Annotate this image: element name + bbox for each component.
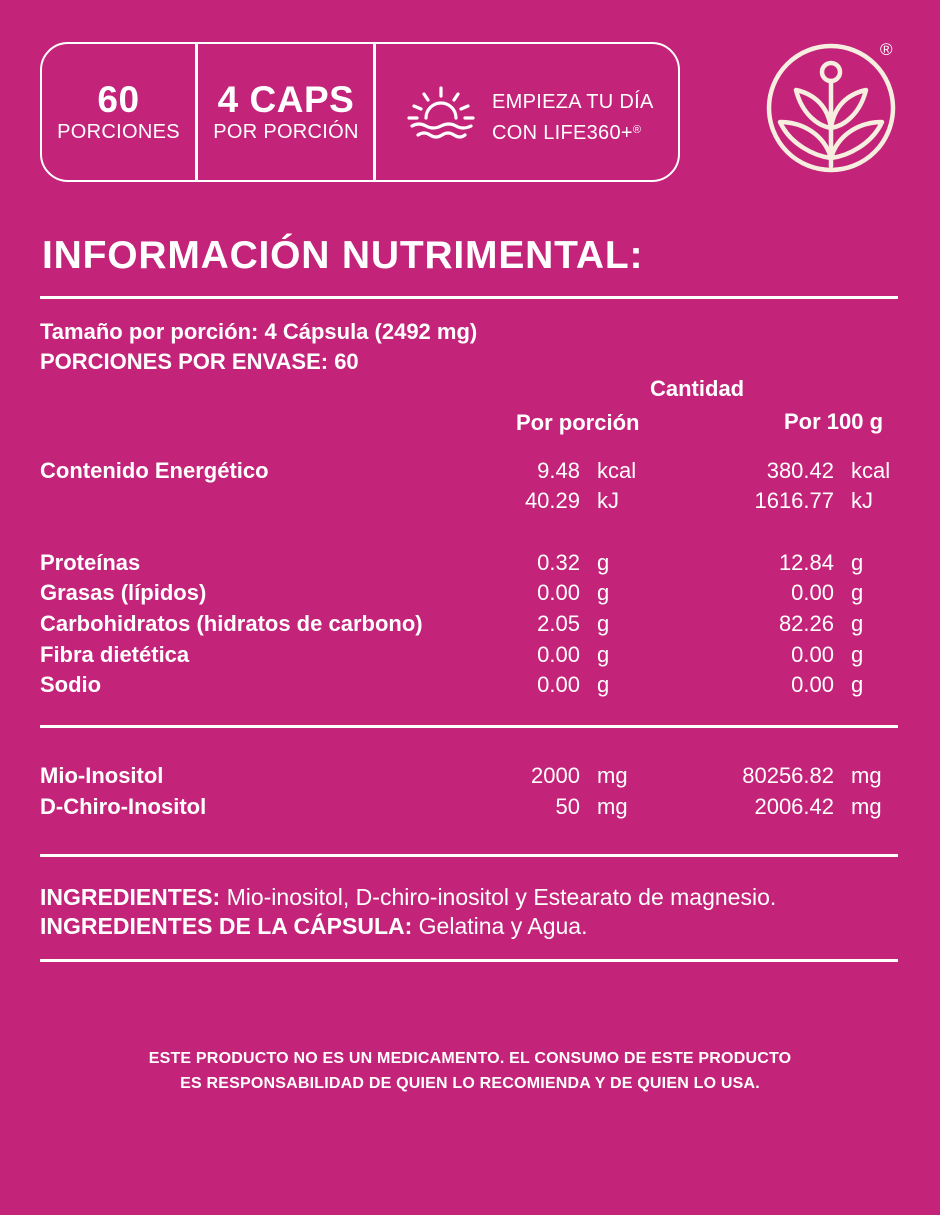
capsule-ingredients-line [40, 911, 587, 941]
nutrient-100g: 0.00 [791, 642, 834, 667]
disclaimer [0, 1046, 940, 1096]
capsule-ingredients-label: INGREDIENTES DE LA CÁPSULA: [40, 913, 413, 939]
energy-kcal-serving: 9.48 [537, 458, 580, 483]
energy-kj-serving-unit: kJ [597, 488, 619, 513]
portions-label: PORCIONES [57, 121, 180, 143]
nutrient-100g: 82.26 [778, 611, 834, 636]
nutrient-100g-unit: g [851, 642, 864, 667]
nutrient-serving: 0.32 [537, 550, 580, 575]
active-100g: 80256.82 [742, 763, 834, 788]
nutrient-serving: 0.00 [537, 642, 580, 667]
ingredients-label: INGREDIENTES: [40, 884, 221, 910]
serving-summary-box [40, 42, 680, 182]
active-serving: 50 [555, 794, 580, 819]
active-serving: 2000 [531, 763, 580, 788]
tagline-line2: CON LIFE360+ [492, 122, 633, 144]
energy-label: Contenido Energético [40, 458, 269, 483]
active-100g-unit: mg [851, 763, 882, 788]
header-per-serving: Por porción [516, 410, 640, 435]
sunrise-icon [406, 82, 476, 142]
nutrient-label: Grasas (lípidos) [40, 580, 207, 605]
nutrient-100g: 0.00 [791, 672, 834, 697]
ingredients-line [40, 882, 776, 912]
nutrient-serving-unit: g [597, 580, 610, 605]
registered-mark: ® [632, 124, 642, 136]
serving-size: Tamaño por porción: 4 Cápsula (2492 mg) [40, 319, 478, 344]
nutrient-100g-unit: g [851, 672, 864, 697]
header-per-100g: Por 100 g [784, 409, 884, 434]
nutrient-100g: 0.00 [791, 580, 834, 605]
caps-value: 4 CAPS [217, 79, 355, 120]
servings-per-container: PORCIONES POR ENVASE: 60 [40, 349, 359, 374]
energy-kcal-100g: 380.42 [766, 458, 834, 483]
divider-line [40, 296, 898, 299]
nutrient-serving: 0.00 [537, 580, 580, 605]
active-100g: 2006.42 [754, 794, 834, 819]
nutrient-100g-unit: g [851, 611, 864, 636]
active-serving-unit: mg [597, 794, 628, 819]
box-divider [373, 44, 376, 180]
caps-label: POR PORCIÓN [213, 121, 359, 143]
nutrient-serving-unit: g [597, 550, 610, 575]
portions-value: 60 [97, 79, 140, 120]
energy-kj-100g: 1616.77 [754, 488, 834, 513]
caps-badge [198, 44, 374, 180]
nutrient-serving: 0.00 [537, 672, 580, 697]
active-100g-unit: mg [851, 794, 882, 819]
page-title: INFORMACIÓN NUTRIMENTAL: [42, 234, 644, 277]
ingredients-text: Mio-inositol, D-chiro-inositol y Estearato de magnesio. [220, 884, 777, 910]
nutrient-label: Sodio [40, 672, 102, 697]
active-serving-unit: mg [597, 763, 628, 788]
nutrient-label: Fibra dietética [40, 642, 190, 667]
energy-kj-serving: 40.29 [524, 488, 580, 513]
capsule-ingredients-text: Gelatina y Agua. [412, 913, 588, 939]
logo-registered-mark: ® [880, 40, 893, 59]
nutrient-100g-unit: g [851, 580, 864, 605]
nutrient-label: Proteínas [40, 550, 141, 575]
nutrient-label: Carbohidratos (hidratos de carbono) [40, 611, 423, 636]
plant-logo-icon [766, 40, 900, 174]
nutrient-serving-unit: g [597, 642, 610, 667]
divider-line [40, 959, 898, 962]
divider-line [40, 725, 898, 728]
active-label: Mio-Inositol [40, 763, 164, 788]
nutrient-serving: 2.05 [537, 611, 580, 636]
tagline-line1: EMPIEZA TU DÍA [492, 91, 654, 113]
energy-kj-100g-unit: kJ [851, 488, 873, 513]
portions-badge [42, 44, 195, 180]
active-label: D-Chiro-Inositol [40, 794, 207, 819]
energy-kcal-serving-unit: kcal [597, 458, 637, 483]
divider-line [40, 854, 898, 857]
energy-kcal-100g-unit: kcal [851, 458, 891, 483]
tagline [492, 88, 654, 147]
disclaimer-line2: ES RESPONSABILIDAD DE QUIEN LO RECOMIENDA Y DE QUIEN LO USA. [180, 1075, 760, 1092]
header-cantidad: Cantidad [650, 376, 745, 401]
nutrient-100g-unit: g [851, 550, 864, 575]
nutrient-serving-unit: g [597, 611, 610, 636]
disclaimer-line1: ESTE PRODUCTO NO ES UN MEDICAMENTO. EL CONSUMO DE ESTE PRODUCTO [148, 1050, 792, 1067]
nutrient-100g: 12.84 [778, 550, 834, 575]
nutrient-serving-unit: g [597, 672, 610, 697]
